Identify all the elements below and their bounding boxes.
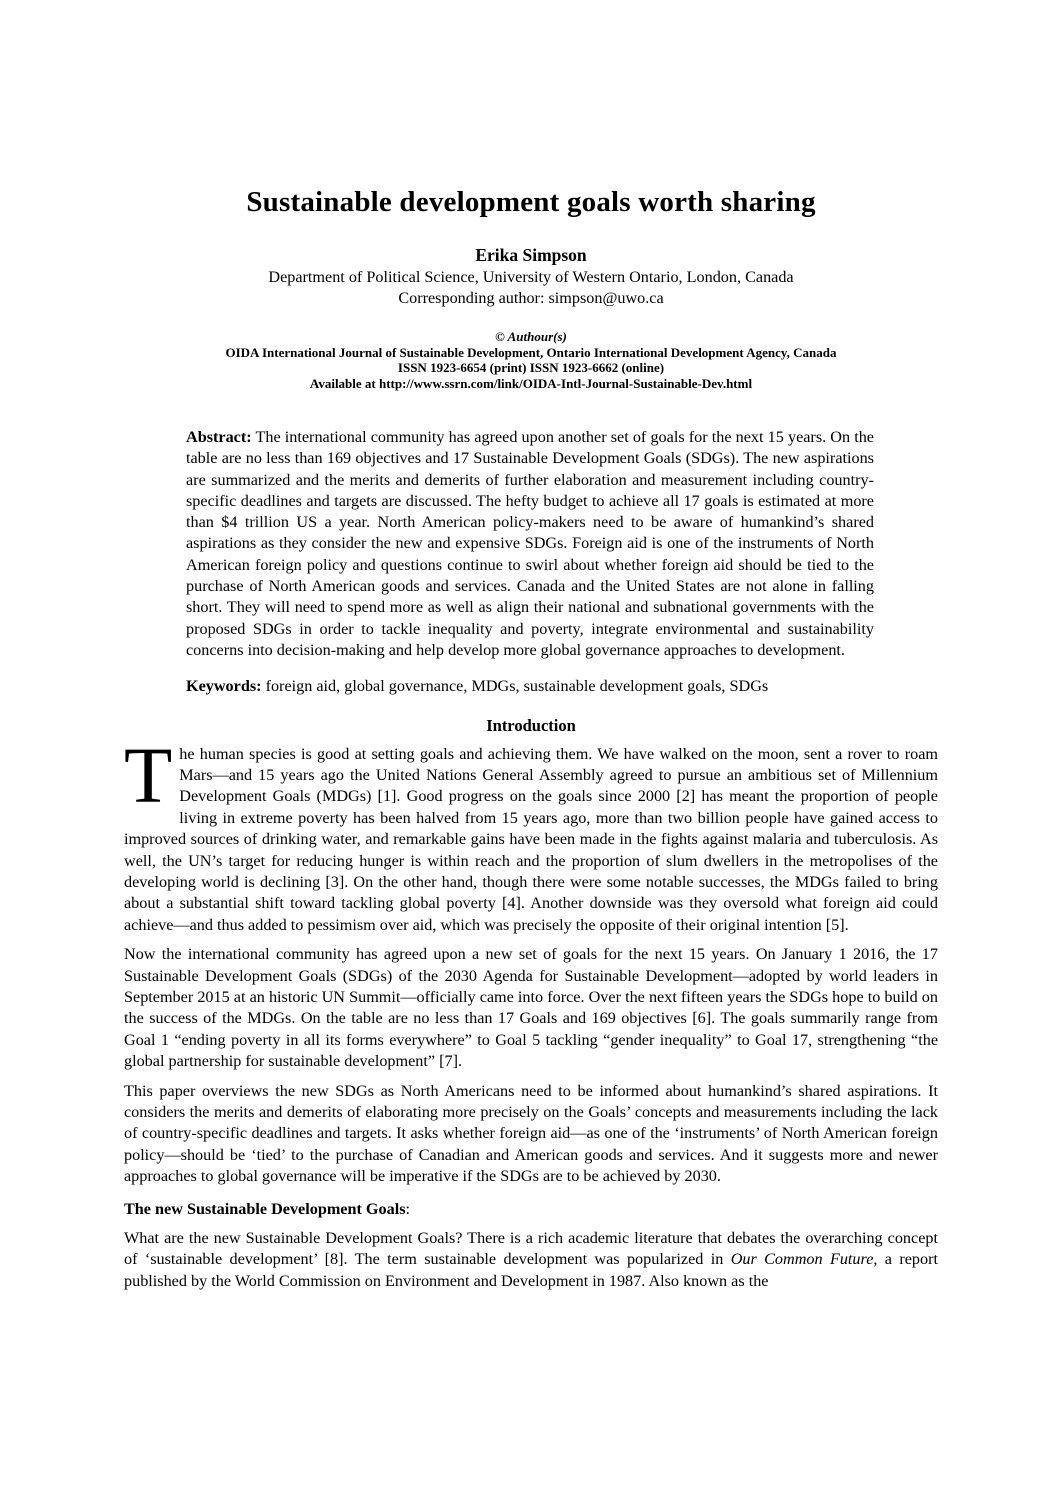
corresponding-author-line: Corresponding author: simpson@uwo.ca <box>398 289 664 307</box>
issn-line: ISSN 1923-6654 (print) ISSN 1923-6662 (online) <box>397 360 665 375</box>
journal-imprint <box>124 329 938 391</box>
book-title-italic: Our Common Future <box>730 1250 874 1269</box>
copyright-line: © Authour(s) <box>495 329 567 344</box>
keywords-text: foreign aid, global governance, MDGs, sustainable development goals, SDGs <box>261 677 769 696</box>
introduction-paragraph-2: Now the international community has agreed upon a new set of goals for the next 15 years. On January 1 2016, the 17 Sustainable Development Goals (SDGs) of the 2030 Agenda for Sustainable Development—adopted by world leaders in September 2015 at an historic UN Summit—officially came into force. Over the next fifteen years the SDGs hope to build on the success of the MDGs. On the table are no less than 17 Goals and 169 objectives [6]. The goals summarily range from Goal 1 “ending poverty in all its forms everywhere” to Goal 5 tackling “gender inequality” to Goal 17, strengthening “the global partnership for sustainable development” [7]. <box>124 945 938 1071</box>
abstract-paragraph <box>186 427 874 661</box>
new-sdgs-paragraph-1 <box>124 1228 938 1292</box>
abstract-text: The international community has agreed upon another set of goals for the next 15 years. On the table are no less than 169 objectives and 17 Sustainable Development Goals (SDGs). The new aspirations are summarized and the merits and demerits of further elaboration and measurement including country-specific deadlines and targets are discussed. The hefty budget to achieve all 17 goals is estimated at more than $4 trillion US a year. North American policy-makers need to be aware of humankind’s shared aspirations as they consider the new and expensive SDGs. Foreign aid is one of the instruments of North American foreign policy and questions continue to swirl about whether foreign aid should be tied to the purchase of North American goods and services. Canada and the United States are not alone in falling short. They will need to spend more as well as align their national and subnational governments with the proposed SDGs in order to tackle inequality and poverty, integrate environmental and sustainability concerns into decision-making and help develop more global governance approaches to development. <box>186 428 874 659</box>
introduction-paragraph-3: This paper overviews the new SDGs as North Americans need to be informed about humankind’s shared aspirations. It considers the merits and demerits of elaborating more precisely on the Goals’ concepts and measurements including the lack of country-specific deadlines and targets. It asks whether foreign aid—as one of the ‘instruments’ of North American foreign policy—should be ‘tied’ to the purchase of Canadian and American goods and services. And it suggests more and newer approaches to global governance will be imperative if the SDGs are to be achieved by 2030. <box>124 1081 938 1186</box>
new-sdgs-heading-colon: : <box>405 1199 411 1218</box>
introduction-paragraph-1 <box>124 732 938 937</box>
new-sdgs-paragraph-1-start: What are the new Sustainable Development Goals? There is a rich academic literature that debates the overarching concept of ‘sustainable development’ [8]. The term sustainable development was popularized in <box>124 1228 938 1269</box>
new-sdgs-paragraph-1-end: , a report published by the World Commission on Environment and Development in 1987. Also known as the <box>124 1250 938 1290</box>
new-sdgs-heading-text: The new Sustainable Development Goals <box>124 1199 406 1218</box>
author-name: Erika Simpson <box>475 245 587 265</box>
abstract-label: Abstract: <box>186 428 252 446</box>
journal-name-line: OIDA International Journal of Sustainable Development, Ontario International Development Agency, Canada <box>225 344 837 360</box>
author-affiliation: Department of Political Science, University of Western Ontario, London, Canada <box>268 268 794 286</box>
drop-cap-letter: T <box>124 732 173 820</box>
keywords-label: Keywords: <box>186 677 262 696</box>
availability-url-line: Available at http://www.ssrn.com/link/OIDA-Intl-Journal-Sustainable-Dev.html <box>309 375 753 391</box>
introduction-heading: Introduction <box>486 715 576 735</box>
new-sdgs-heading <box>124 1198 938 1220</box>
keywords-line <box>186 676 874 697</box>
introduction-paragraph-1-text: he human species is good at setting goals and achieving them. We have walked on the moon, sent a rover to roam Mars—and 15 years ago the United Nations General Assembly agreed to pursue an ambitious set of Millennium Development Goals (MDGs) [1]. Good progress on the goals since 2000 [2] has meant the proportion of people living in extreme poverty has been halved from 15 years ago, more than two billion people have gained access to improved sources of drinking water, and remarkable gains have been made in the fights against malaria and tuberculosis. As well, the UN’s target for reducing hunger is within reach and the proportion of slum dwellers in the metropolises of the developing world is declining [3]. On the other hand, though there were some notable successes, the MDGs failed to bring about a substantial shift toward tackling global poverty [4]. Another downside was they oversold what foreign aid could achieve—and thus added to pessimism over aid, which was precisely the opposite of their original intention [5]. <box>124 744 938 934</box>
paper-title: Sustainable development goals worth sharing <box>246 186 816 218</box>
